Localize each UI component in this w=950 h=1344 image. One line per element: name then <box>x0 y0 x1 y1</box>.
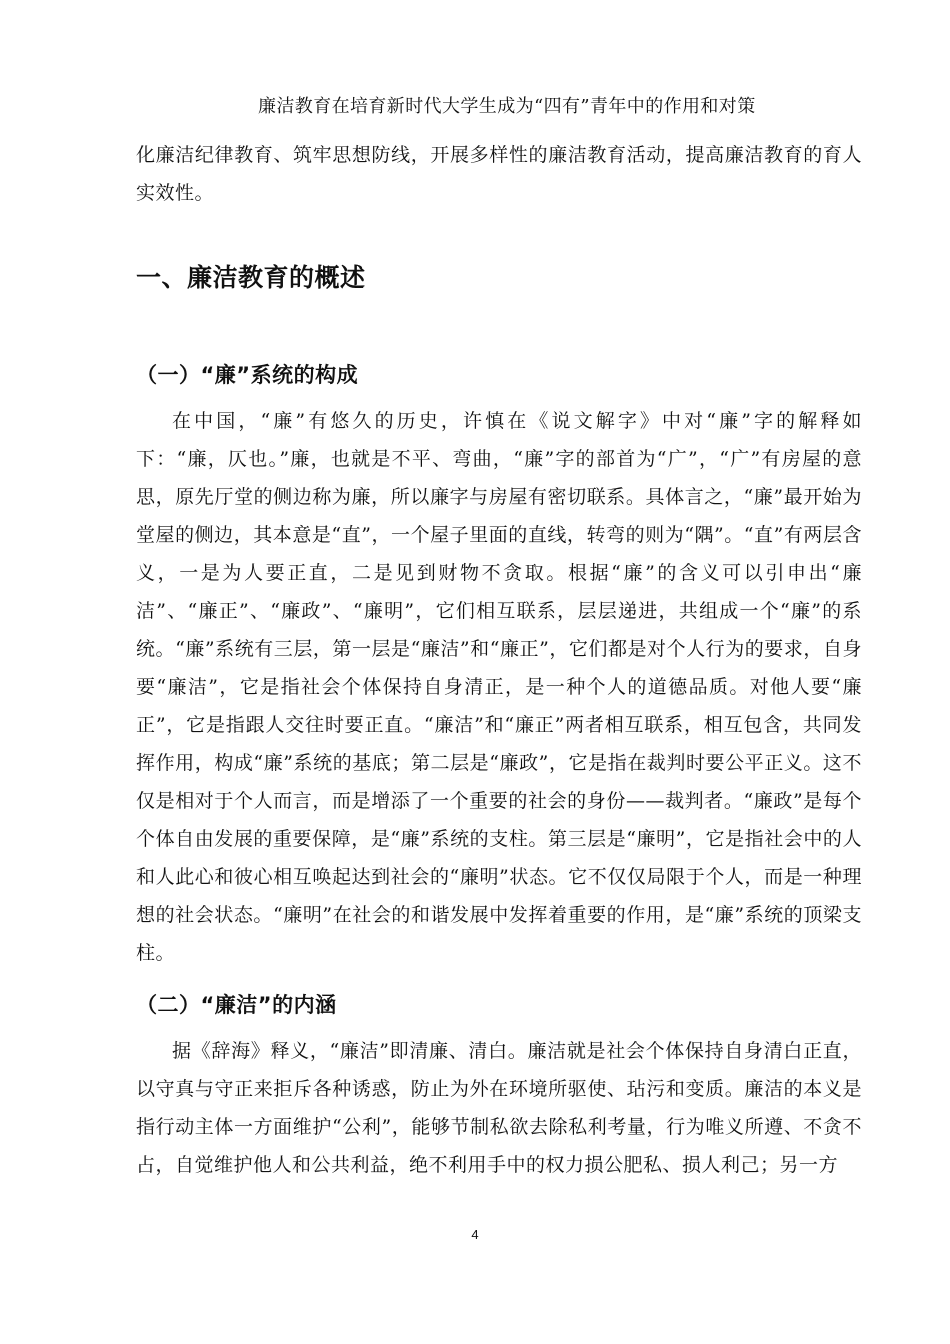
subsection-heading-1: （一）“廉”系统的构成 <box>136 363 359 387</box>
intro-continuation: 化廉洁纪律教育、筑牢思想防线，开展多样性的廉洁教育活动，提高廉洁教育的育人实效性。 <box>136 144 862 204</box>
document-body <box>136 136 862 1184</box>
section-heading: 一、廉洁教育的概述 <box>136 263 366 292</box>
subsection-paragraph-1: 在中国，“廉”有悠久的历史，许慎在《说文解字》中对“廉”字的解释如下：“廉，仄也。”廉，也就是不平、弯曲，“廉”字的部首为“广”，“广”有房屋的意思，原先厅堂的侧边称为廉，所以廉字与房屋有密切联系。具体言之，“廉”最开始为堂屋的侧边，其本意是“直”，一个屋子里面的直线，转弯的则为“隅”。“直”有两层含义，一是为人要正直，二是见到财物不贪取。根据“廉”的含义可以引申出“廉洁”、“廉正”、“廉政”、“廉明”，它们相互联系，层层递进，共组成一个“廉”的系统。“廉”系统有三层，第一层是“廉洁”和“廉正”，它们都是对个人行为的要求，自身要“廉洁”，它是指社会个体保持自身清正，是一种个人的道德品质。对他人要“廉正”，它是指跟人交往时要正直。“廉洁”和“廉正”两者相互联系，相互包含，共同发挥作用，构成“廉”系统的基底；第二层是“廉政”，它是指在裁判时要公平正义。这不仅是相对于个人而言，而是增添了一个重要的社会的身份——裁判者。“廉政”是每个个体自由发展的重要保障，是“廉”系统的支柱。第三层是“廉明”，它是指社会中的人和人此心和彼心相互唤起达到社会的“廉明”状态。它不仅仅局限于个人，而是一种理想的社会状态。“廉明”在社会的和谐发展中发挥着重要的作用，是“廉”系统的顶梁支柱。 <box>136 410 862 964</box>
page-number: 4 <box>471 1227 479 1242</box>
running-header: 廉洁教育在培育新时代大学生成为“四有”青年中的作用和对策 <box>258 96 756 117</box>
subsection-paragraph-2: 据《辞海》释义，“廉洁”即清廉、清白。廉洁就是社会个体保持自身清白正直，以守真与守正来拒斥各种诱惑，防止为外在环境所驱使、玷污和变质。廉洁的本义是指行动主体一方面维护“公利”，能够节制私欲去除私利考量，行为唯义所遵、不贪不占，自觉维护他人和公共利益，绝不利用手中的权力损公肥私、损人利己；另一方 <box>136 1040 862 1176</box>
subsection-heading-2: （二）“廉洁”的内涵 <box>136 993 337 1017</box>
